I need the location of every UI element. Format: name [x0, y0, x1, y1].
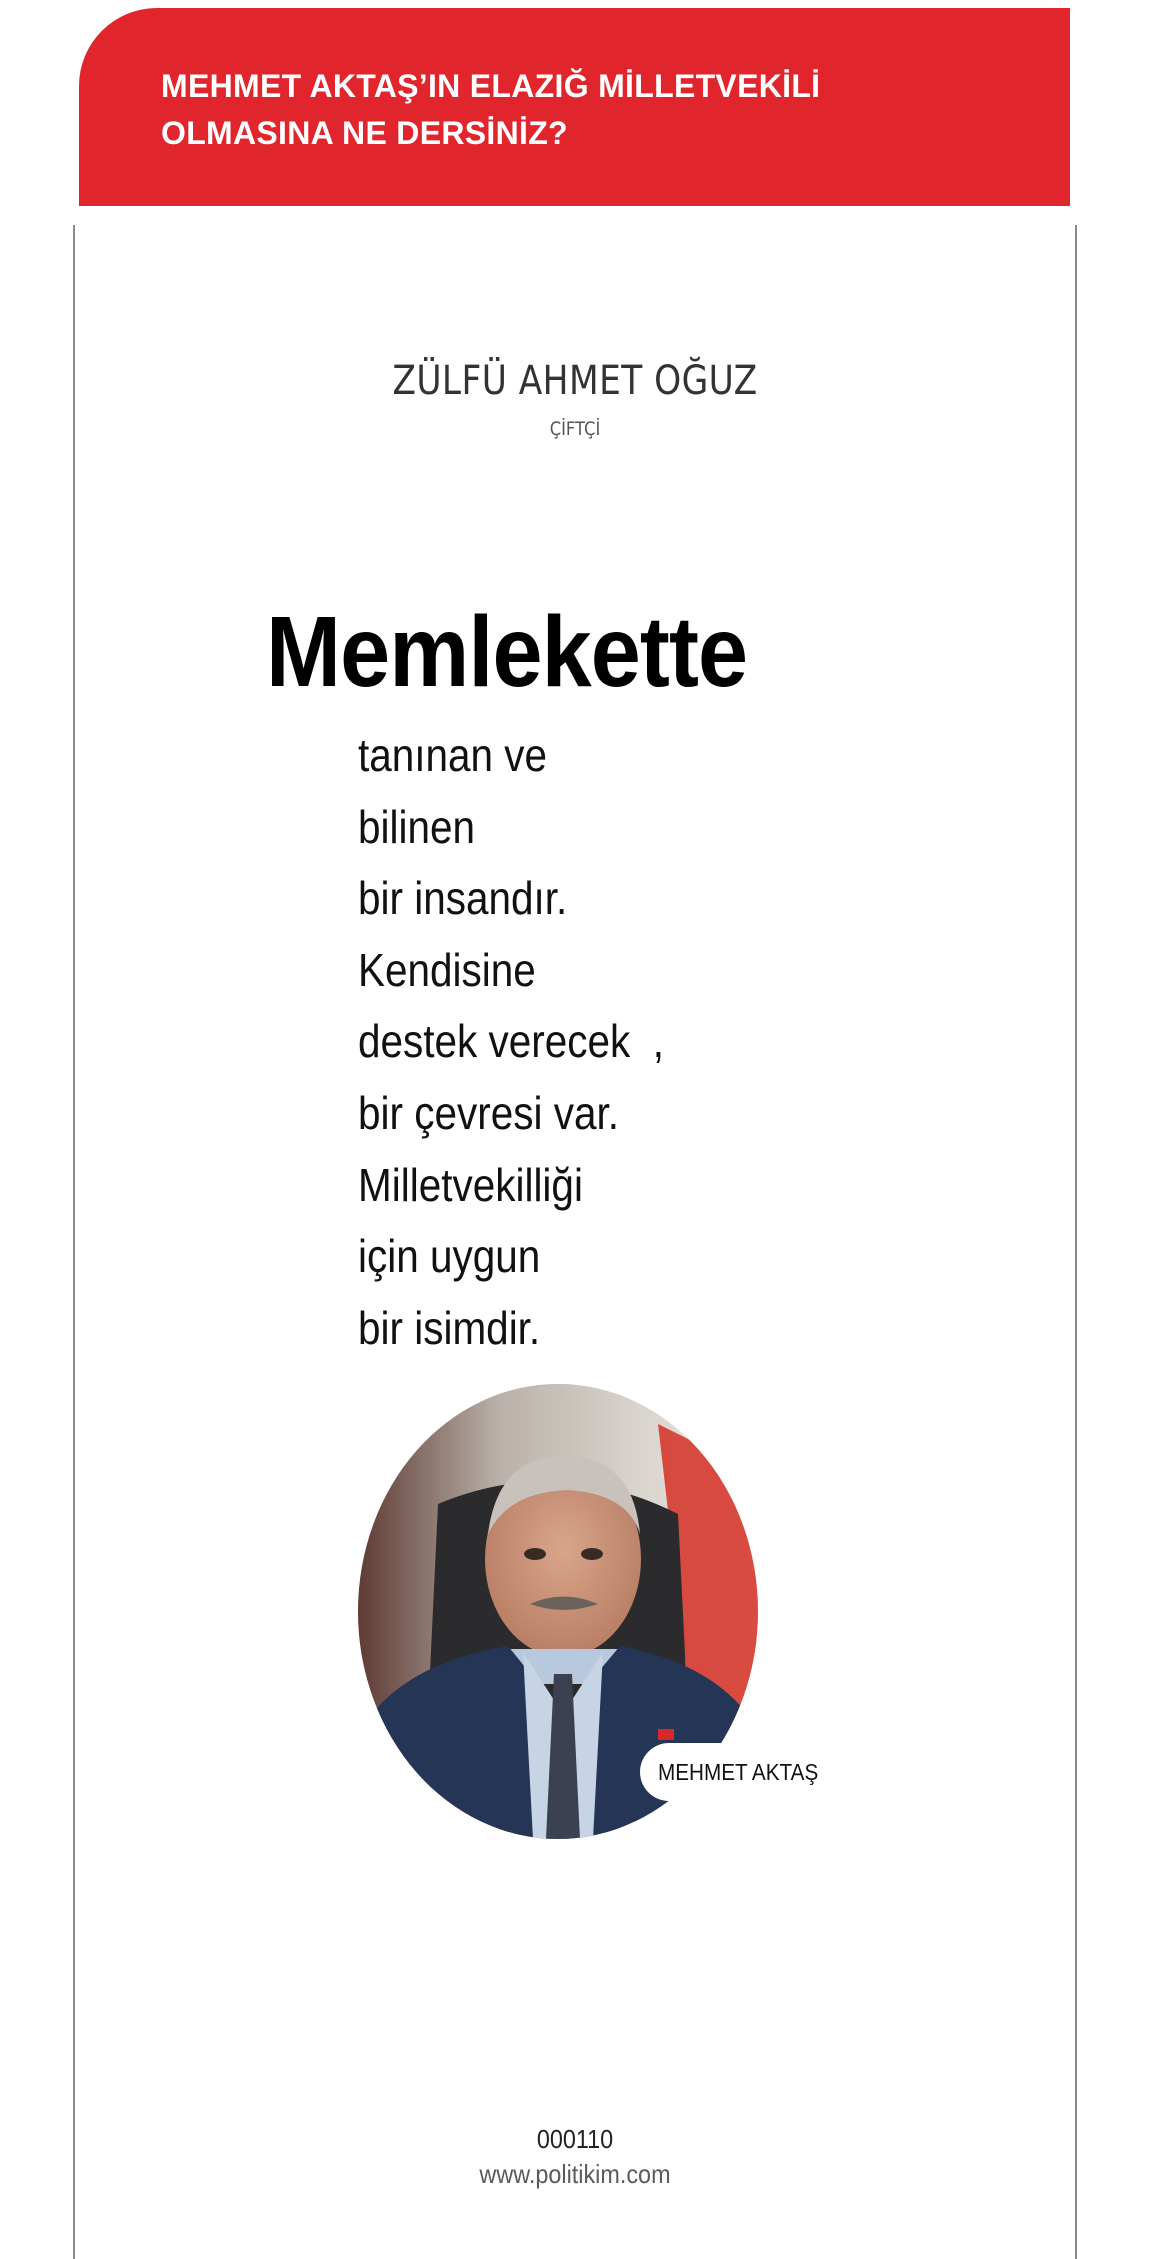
author-occupation: ÇİFTÇİ: [549, 418, 601, 440]
author-name: ZÜLFÜ AHMET OĞUZ: [392, 358, 758, 404]
statement-line: Milletvekilliği: [358, 1158, 583, 1211]
banner-title: [161, 63, 1021, 157]
banner-title-line-1: MEHMET AKTAŞ’IN ELAZIĞ MİLLETVEKİLİ: [161, 68, 821, 104]
statement-line: bir çevresi var.: [358, 1086, 619, 1139]
footer-website-link[interactable]: www.politikim.com: [479, 2159, 671, 2189]
statement-line: destek verecek ,: [358, 1015, 664, 1068]
statement-line: Kendisine: [358, 943, 536, 996]
lapel-pin: [658, 1729, 674, 1740]
left-border-line: [73, 225, 75, 2259]
statement-line: bir insandır.: [358, 872, 568, 925]
statement-body: [358, 720, 706, 1364]
statement-headline: Memlekette: [266, 596, 748, 708]
footer-code: 000110: [536, 2124, 614, 2154]
statement-line: tanınan ve: [358, 729, 548, 781]
statement-line: bilinen: [358, 800, 476, 853]
right-border-line: [1075, 225, 1077, 2259]
header-banner: [79, 8, 1070, 206]
portrait-name-label: MEHMET AKTAŞ: [658, 1758, 819, 1785]
banner-title-line-2: OLMASINA NE DERSİNİZ?: [161, 115, 568, 151]
portrait-name-tag: [640, 1743, 860, 1801]
statement-line: için uygun: [358, 1230, 541, 1283]
statement-line: bir isimdir.: [358, 1301, 541, 1354]
